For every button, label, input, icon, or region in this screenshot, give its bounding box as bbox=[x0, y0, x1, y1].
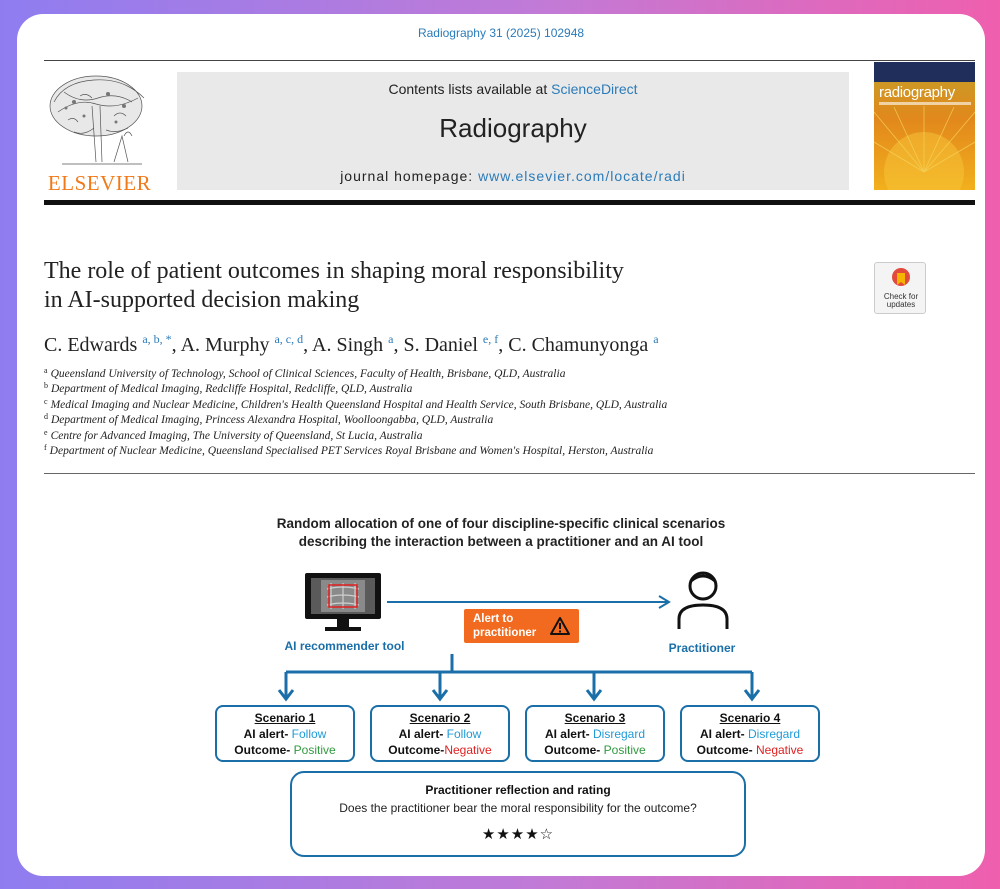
journal-citation[interactable]: Radiography 31 (2025) 102948 bbox=[417, 26, 585, 40]
outcome-prefix: Outcome- bbox=[388, 743, 445, 757]
author[interactable] bbox=[44, 334, 181, 356]
alert-prefix: AI alert- bbox=[699, 727, 745, 741]
journal-name: Radiography bbox=[439, 113, 587, 143]
author-separator: , bbox=[303, 334, 313, 356]
badge-text bbox=[875, 293, 927, 309]
alert-prefix: AI alert- bbox=[398, 727, 444, 741]
alert-prefix: AI alert- bbox=[544, 727, 590, 741]
author-separator: , bbox=[171, 334, 181, 356]
affiliation-key: d bbox=[44, 412, 48, 421]
affiliation-key: e bbox=[44, 428, 48, 437]
cover-sunburst-graphic bbox=[874, 62, 975, 190]
outcome-prefix: Outcome- bbox=[544, 743, 601, 757]
journal-cover[interactable] bbox=[874, 62, 975, 190]
scenario-card bbox=[680, 705, 820, 762]
alert-text bbox=[473, 612, 543, 640]
scenario-name: Scenario 4 bbox=[719, 711, 781, 725]
article-title bbox=[44, 257, 834, 315]
scenario-card bbox=[370, 705, 510, 762]
author-name: A. Murphy bbox=[180, 334, 270, 356]
header-thick-divider bbox=[44, 200, 975, 205]
author-separator: , bbox=[498, 334, 509, 356]
alert-prefix: AI alert- bbox=[243, 727, 289, 741]
affiliation-key: f bbox=[44, 443, 47, 452]
author-affil-marks[interactable]: e, f bbox=[482, 332, 499, 346]
alert-line-2: practitioner bbox=[473, 627, 537, 639]
scenario-card bbox=[525, 705, 665, 762]
author-name: A. Singh bbox=[312, 334, 384, 356]
affiliation-line bbox=[44, 381, 974, 395]
alert-flow-arrow bbox=[385, 594, 675, 610]
cover-subtitle-bar bbox=[879, 102, 971, 105]
elsevier-wordmark[interactable]: ELSEVIER bbox=[47, 171, 152, 195]
figure-title-line-2: describing the interaction between a practitioner and an AI tool bbox=[298, 534, 704, 549]
badge-line-1: Check for bbox=[883, 292, 919, 301]
scenario-alert-value: Follow bbox=[446, 727, 482, 741]
affiliation-text: Queensland University of Technology, School of Clinical Sciences, Faculty of Health, Brisbane, QLD, Australia bbox=[50, 368, 566, 380]
contents-line bbox=[177, 81, 849, 97]
scenario-card bbox=[215, 705, 355, 762]
monitor-xray-icon bbox=[303, 571, 383, 633]
ai-tool-label: AI recommender tool bbox=[284, 639, 405, 653]
tree-icon bbox=[44, 72, 156, 172]
affiliation-line bbox=[44, 412, 974, 426]
scenario-branch-connector bbox=[272, 654, 772, 706]
author-affil-marks[interactable]: a, c, d bbox=[274, 332, 304, 346]
author-affil-marks[interactable]: a bbox=[388, 332, 394, 346]
badge-line-2: updates bbox=[886, 300, 916, 309]
affiliation-line bbox=[44, 397, 974, 411]
rating-stars: ★★★★☆ bbox=[481, 825, 555, 843]
scenario-name: Scenario 3 bbox=[564, 711, 626, 725]
practitioner-icon bbox=[673, 569, 733, 631]
scenario-outcome-line bbox=[217, 742, 353, 758]
affiliation-text: Department of Medical Imaging, Redcliffe Hospital, Redcliffe, QLD, Australia bbox=[51, 383, 413, 395]
author-name: C. Chamunyonga bbox=[508, 334, 649, 356]
article-title-line-1: The role of patient outcomes in shaping moral responsibility bbox=[44, 258, 624, 284]
author-name: S. Daniel bbox=[403, 334, 478, 356]
reflection-question: Does the practitioner bear the moral responsibility for the outcome? bbox=[339, 801, 697, 815]
reflection-heading: Practitioner reflection and rating bbox=[425, 783, 611, 797]
affiliation-key: b bbox=[44, 381, 48, 390]
scenario-alert-line bbox=[217, 726, 353, 742]
author-separator: , bbox=[393, 334, 404, 356]
warning-icon bbox=[549, 616, 571, 636]
author[interactable] bbox=[181, 334, 312, 356]
cover-title: radiography bbox=[879, 84, 955, 101]
author-name: C. Edwards bbox=[44, 334, 138, 356]
author-affil-marks[interactable]: a bbox=[653, 332, 659, 346]
bookmark-icon bbox=[891, 267, 911, 291]
affiliation-line bbox=[44, 366, 974, 380]
scenario-alert-value: Disregard bbox=[748, 727, 801, 741]
scenario-outcome-value: Positive bbox=[293, 743, 336, 757]
practitioner-label: Practitioner bbox=[668, 641, 736, 655]
author[interactable] bbox=[403, 334, 508, 356]
outcome-prefix: Outcome- bbox=[696, 743, 753, 757]
scenario-alert-line bbox=[372, 726, 508, 742]
scenario-alert-value: Follow bbox=[291, 727, 327, 741]
affiliation-text: Department of Medical Imaging, Princess Alexandra Hospital, Woolloongabba, QLD, Australia bbox=[51, 414, 494, 426]
scenario-alert-line bbox=[682, 726, 818, 742]
reflection-box bbox=[290, 771, 746, 857]
scenario-outcome-line bbox=[372, 742, 508, 758]
alert-line-1: Alert to bbox=[473, 613, 514, 625]
homepage-line bbox=[177, 168, 849, 184]
abstract-divider bbox=[44, 473, 975, 474]
check-for-updates-badge[interactable] bbox=[874, 262, 926, 314]
sciencedirect-link[interactable]: ScienceDirect bbox=[551, 81, 638, 97]
author-list bbox=[44, 332, 974, 357]
contents-prefix: Contents lists available at bbox=[388, 81, 548, 97]
outcome-prefix: Outcome- bbox=[234, 743, 291, 757]
affiliation-text: Centre for Advanced Imaging, The University of Queensland, St Lucia, Australia bbox=[50, 430, 423, 442]
affiliation-text: Department of Nuclear Medicine, Queensland Specialised PET Services Royal Brisbane and Women's Hospital, Herston, Australia bbox=[49, 445, 654, 457]
scenario-alert-line bbox=[527, 726, 663, 742]
affiliation-line bbox=[44, 428, 974, 442]
scenario-outcome-line bbox=[527, 742, 663, 758]
figure-title bbox=[17, 515, 985, 551]
scenario-alert-value: Disregard bbox=[593, 727, 646, 741]
scenario-outcome-value: Negative bbox=[444, 743, 492, 757]
figure-title-line-1: Random allocation of one of four discipline-specific clinical scenarios bbox=[276, 516, 726, 531]
scenario-name: Scenario 1 bbox=[254, 711, 316, 725]
scenario-outcome-value: Negative bbox=[755, 743, 804, 757]
affiliation-text: Medical Imaging and Nuclear Medicine, Children's Health Queensland Hospital and Health Service, South Brisbane, QLD, Australia bbox=[50, 399, 668, 411]
affiliation-key: a bbox=[44, 366, 48, 375]
journal-homepage-link[interactable]: www.elsevier.com/locate/radi bbox=[478, 168, 686, 184]
scenario-outcome-value: Positive bbox=[603, 743, 646, 757]
article-card bbox=[17, 14, 985, 876]
homepage-prefix: journal homepage: bbox=[340, 168, 474, 184]
alert-to-practitioner-box bbox=[464, 609, 579, 643]
affiliation-key: c bbox=[44, 397, 48, 406]
header-divider bbox=[44, 60, 975, 61]
author-affil-marks[interactable]: a, b, * bbox=[142, 332, 172, 346]
article-title-line-2: in AI-supported decision making bbox=[44, 287, 360, 313]
author[interactable] bbox=[312, 334, 403, 356]
scenario-name: Scenario 2 bbox=[409, 711, 471, 725]
affiliation-line bbox=[44, 443, 974, 457]
author[interactable] bbox=[508, 334, 658, 356]
scenario-outcome-line bbox=[682, 742, 818, 758]
journal-banner bbox=[177, 72, 849, 190]
